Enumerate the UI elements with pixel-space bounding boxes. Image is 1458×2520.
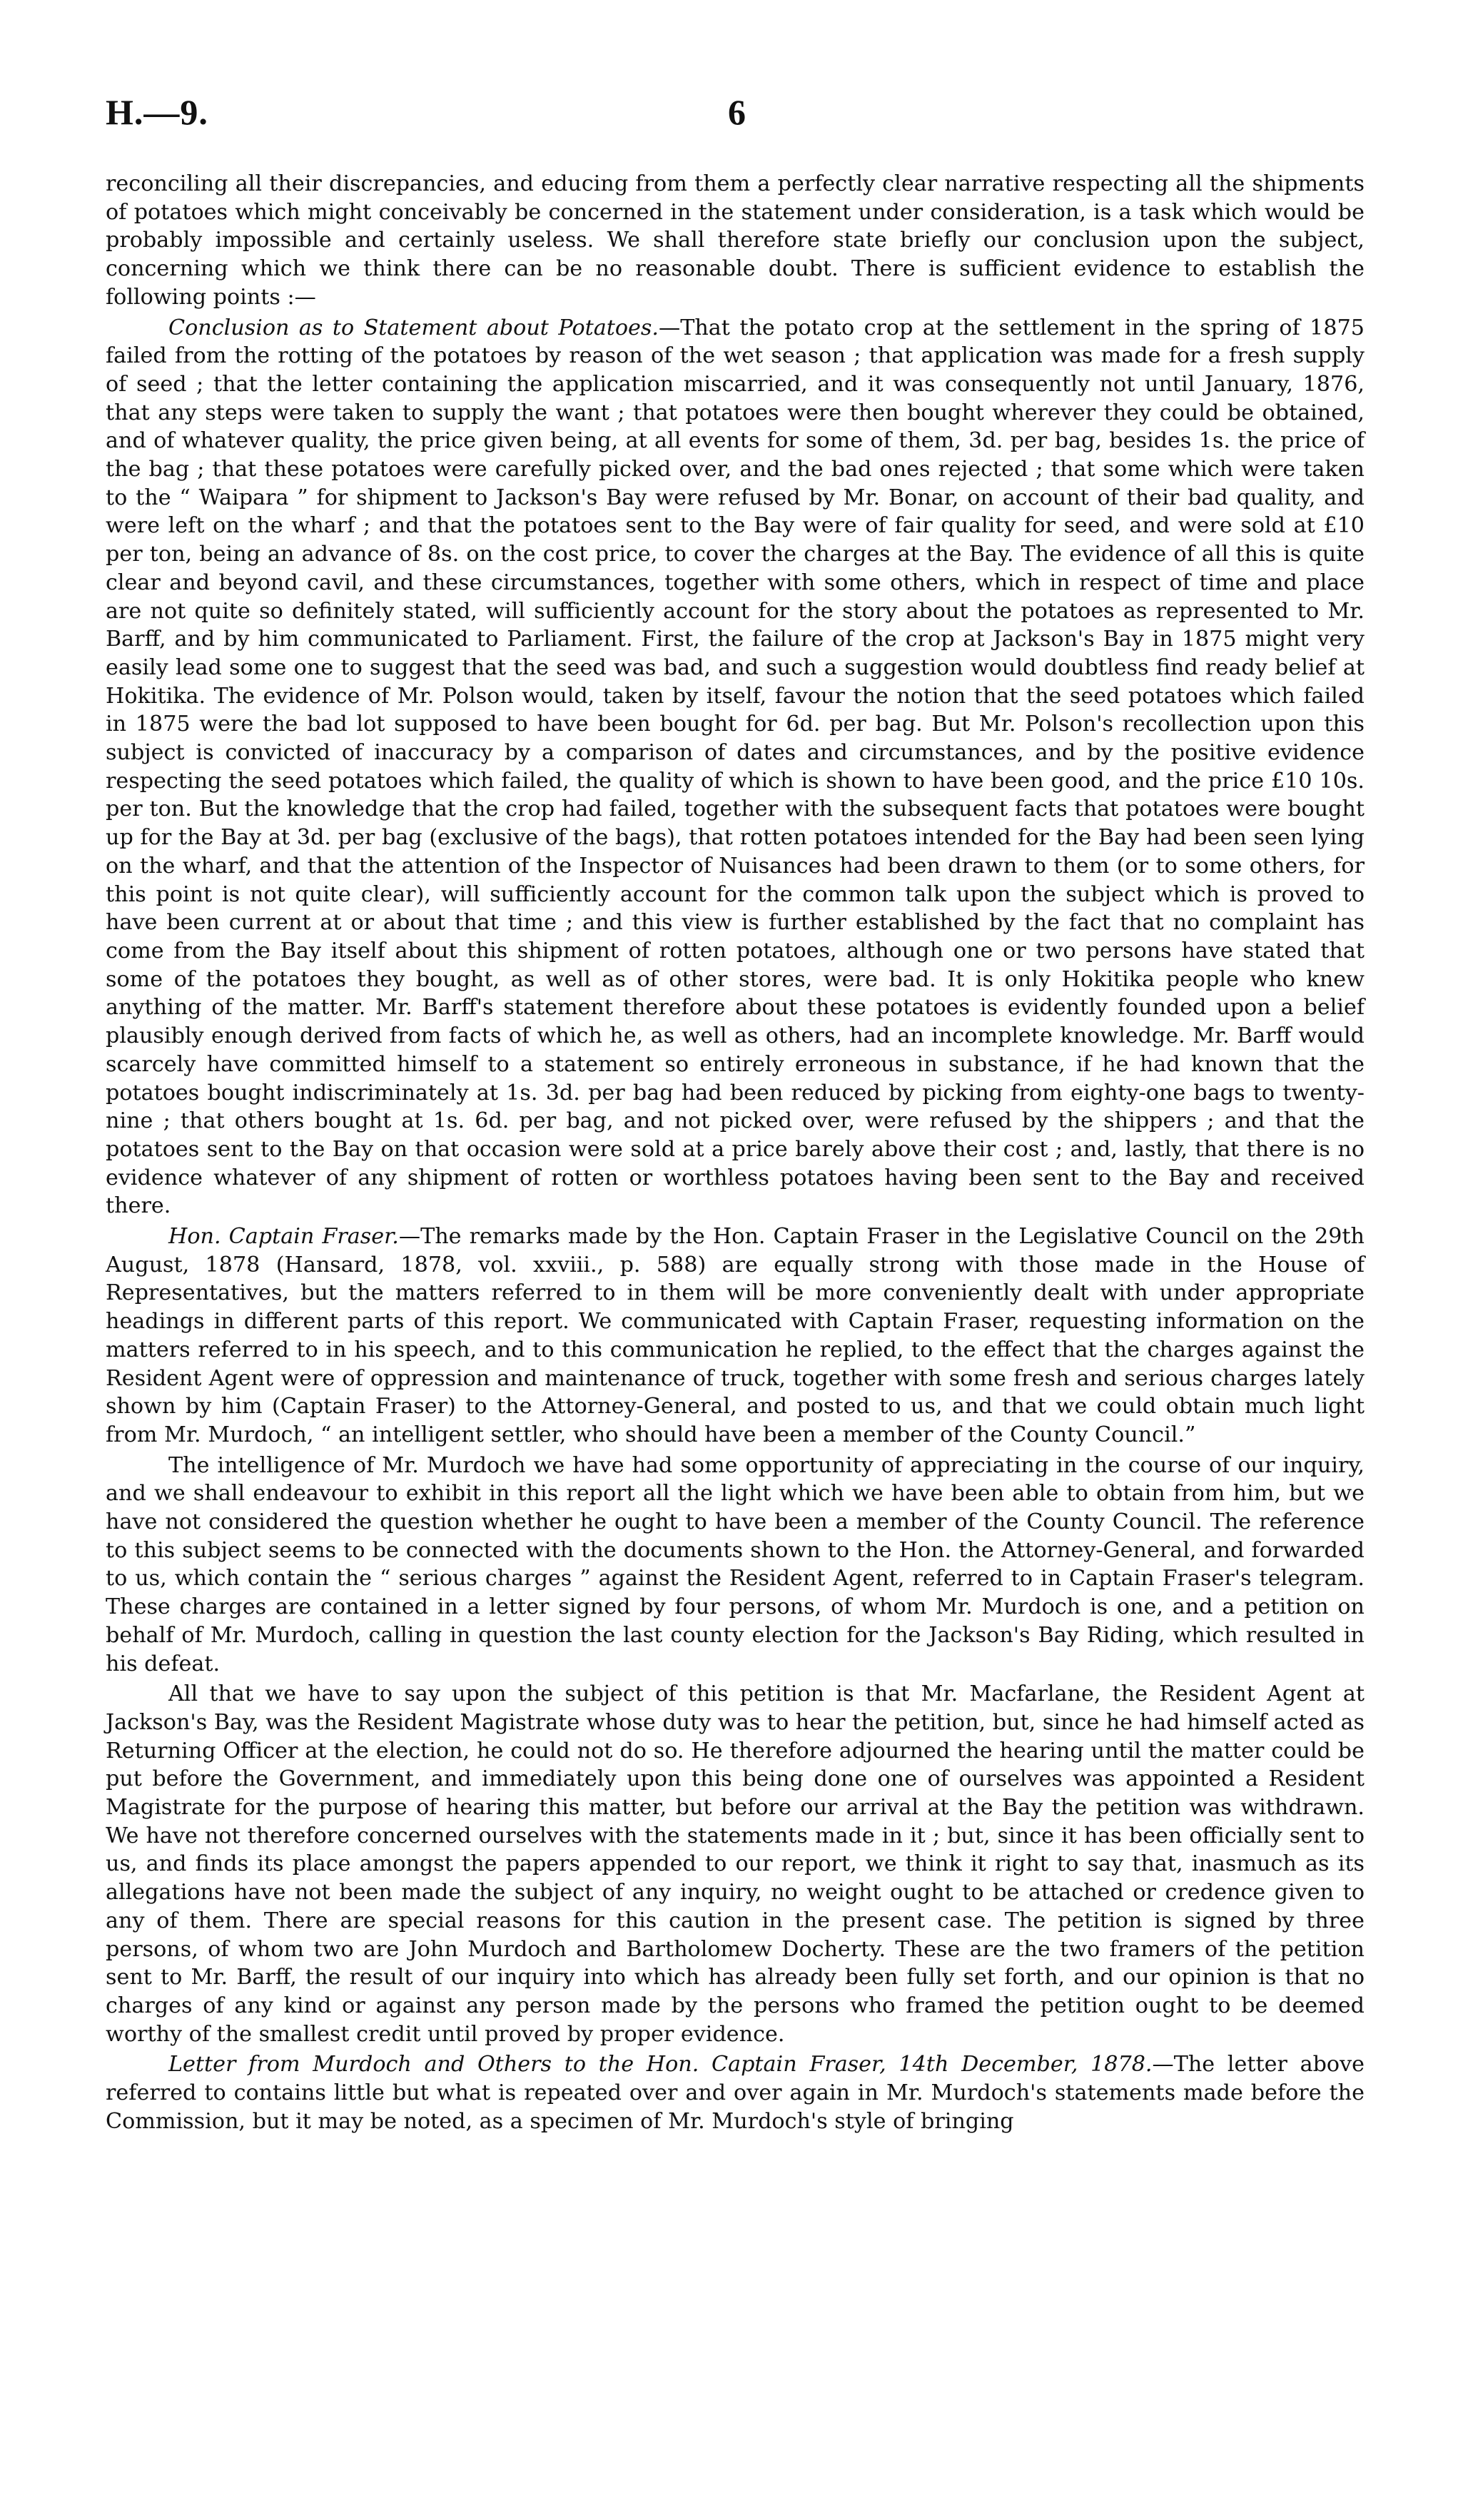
paragraph-text: —The remarks made by the Hon. Captain Fraser in the Legislative Council on the 29th August, 1878 (Hansard, 1878, vol. xxviii., p. 588) are equally strong with those made in the House of Representatives, but the matters referred to in them will be more conveniently dealt with under appropriate headings in different parts of this report. We communicated with Captain Fraser, requesting information on the matters referred to in his speech, and to this communication he replied, to the effect that the charges against the Resident Agent were of oppression and maintenance of truck, together with some fresh and serious charges lately shown by him (Captain Fraser) to the Attorney-General, and posted to us, and that we could obtain much light from Mr. Murdoch, “ an intelligent settler, who should have been a member of the County Council.” bbox=[106, 1224, 1365, 1447]
paragraph-heading: Hon. Captain Fraser. bbox=[168, 1224, 399, 1250]
paragraph-text: The intelligence of Mr. Murdoch we have had some opportunity of appreciating in the course of our inquiry, and we shall endeavour to exhibit in this report all the light which we have been able to obtain from him, but we have not considered the question whether he ought to have been a member of the County Council. The reference to this subject seems to be connected with the documents shown to the Hon. the Attorney-General, and forwarded to us, which contain the “ serious charges ” against the Resident Agent, referred to in Captain Fraser's telegram. These charges are contained in a letter signed by four persons, of whom Mr. Murdoch is one, and a petition on behalf of Mr. Murdoch, calling in question the last county election for the Jackson's Bay Riding, which resulted in his defeat. bbox=[106, 1452, 1365, 1676]
paragraph-captain-fraser bbox=[106, 1223, 1365, 1449]
paragraph-murdoch-letter bbox=[106, 2050, 1365, 2135]
paragraph-text: All that we have to say upon the subject of this petition is that Mr. Macfarlane, the Resident Agent at Jackson's Bay, was the Resident Magistrate whose duty was to hear the petition, but, since he had himself acted as Returning Officer at the election, he could not do so. He therefore adjourned the hearing until the matter could be put before the Government, and immediately upon this being done one of ourselves was appointed a Resident Magistrate for the purpose of hearing this matter, but before our arrival at the Bay the petition was withdrawn. We have not therefore concerned ourselves with the statements made in it ; but, since it has been officially sent to us, and finds its place amongst the papers appended to our report, we think it right to say that, inasmuch as its allegations have not been made the subject of any inquiry, no weight ought to be attached or credence given to any of them. There are special reasons for this caution in the present case. The petition is signed by three persons, of whom two are John Murdoch and Bartholomew Docherty. These are the two framers of the petition sent to Mr. Barff, the result of our inquiry into which has already been fully set forth, and our opinion is that no charges of any kind or against any person made by the persons who framed the petition ought to be deemed worthy of the smallest credit until proved by proper evidence. bbox=[106, 1681, 1365, 2047]
document-reference: H.—9. bbox=[106, 92, 208, 132]
paragraph-heading: Letter from Murdoch and Others to the Hon. Captain Fraser, 14th December, 1878. bbox=[168, 2052, 1153, 2078]
paragraph-petition bbox=[106, 1680, 1365, 2048]
paragraph-murdoch-intelligence bbox=[106, 1452, 1365, 1679]
paragraph-text: —The letter above referred to contains little but what is repeated over and over again in Mr. Murdoch's statements made before the Commission, but it may be noted, as a specimen of Mr. Murdoch's style of bringing bbox=[106, 2052, 1365, 2134]
paragraph-text: —That the potato crop at the settlement in the spring of 1875 failed from the rotting of the potatoes by reason of the wet season ; that application was made for a fresh supply of seed ; that the letter containing the application miscarried, and it was consequently not until January, 1876, that any steps were taken to supply the want ; that potatoes were then bought wherever they could be obtained, and of whatever quality, the price given being, at all events for some of them, 3d. per bag, besides 1s. the price of the bag ; that these potatoes were carefully picked over, and the bad ones rejected ; that some which were taken to the “ Waipara ” for shipment to Jackson's Bay were refused by Mr. Bonar, on account of their bad quality, and were left on the wharf ; and that the potatoes sent to the Bay were of fair quality for seed, and were sold at £10 per ton, being an advance of 8s. on the cost price, to cover the charges at the Bay. The evidence of all this is quite clear and beyond cavil, and these circumstances, together with some others, which in respect of time and place are not quite so definitely stated, will sufficiently account for the story about the potatoes as represented to Mr. Barff, and by him communicated to Parliament. First, the failure of the crop at Jackson's Bay in 1875 might very easily lead some one to suggest that the seed was bad, and such a suggestion would doubtless find ready belief at Hokitika. The evidence of Mr. Polson would, taken by itself, favour the notion that the seed potatoes which failed in 1875 were the bad lot supposed to have been bought for 6d. per bag. But Mr. Polson's recollection upon this subject is convicted of inaccuracy by a comparison of dates and circumstances, and by the positive evidence respecting the seed potatoes which failed, the quality of which is shown to have been good, and the price £10 10s. per ton. But the knowledge that the crop had failed, together with the subsequent facts that potatoes were bought up for the Bay at 3d. per bag (exclusive of the bags), that rotten potatoes intended for the Bay had been seen lying on the wharf, and that the attention of the Inspector of Nuisances had been drawn to them (or to some others, for this point is not quite clear), will sufficiently account for the common talk upon the subject which is proved to have been current at or about that time ; and this view is further established by the fact that no complaint has come from the Bay itself about this shipment of rotten potatoes, although one or two persons have stated that some of the potatoes they bought, as well as of other stores, were bad. It is only Hokitika people who knew anything of the matter. Mr. Barff's statement therefore about these potatoes is evidently founded upon a belief plausibly enough derived from facts of which he, as well as others, had an incomplete knowledge. Mr. Barff would scarcely have committed himself to a statement so entirely erroneous in substance, if he had known that the potatoes bought indiscriminately at 1s. 3d. per bag had been reduced by picking from eighty-one bags to twenty-nine ; that others bought at 1s. 6d. per bag, and not picked over, were refused by the shippers ; and that the potatoes sent to the Bay on that occasion were sold at a price barely above their cost ; and, lastly, that there is no evidence whatever of any shipment of rotten or worthless potatoes having been sent to the Bay and received there. bbox=[106, 315, 1365, 1219]
paragraph-potatoes-conclusion bbox=[106, 314, 1365, 1221]
page-number: 6 bbox=[728, 92, 746, 132]
paragraph-continuation bbox=[106, 170, 1365, 312]
paragraph-heading: Conclusion as to Statement about Potatoes. bbox=[168, 315, 659, 340]
paragraph-text: reconciling all their discrepancies, and educing from them a perfectly clear narrative respecting all the shipments of potatoes which might conceivably be concerned in the statement under consideration, is a task which would be probably impossible and certainly useless. We shall therefore state briefly our conclusion upon the subject, concerning which we think there can be no reasonable doubt. There is sufficient evidence to establish the following points :— bbox=[106, 171, 1365, 310]
body-text bbox=[106, 170, 1365, 2136]
